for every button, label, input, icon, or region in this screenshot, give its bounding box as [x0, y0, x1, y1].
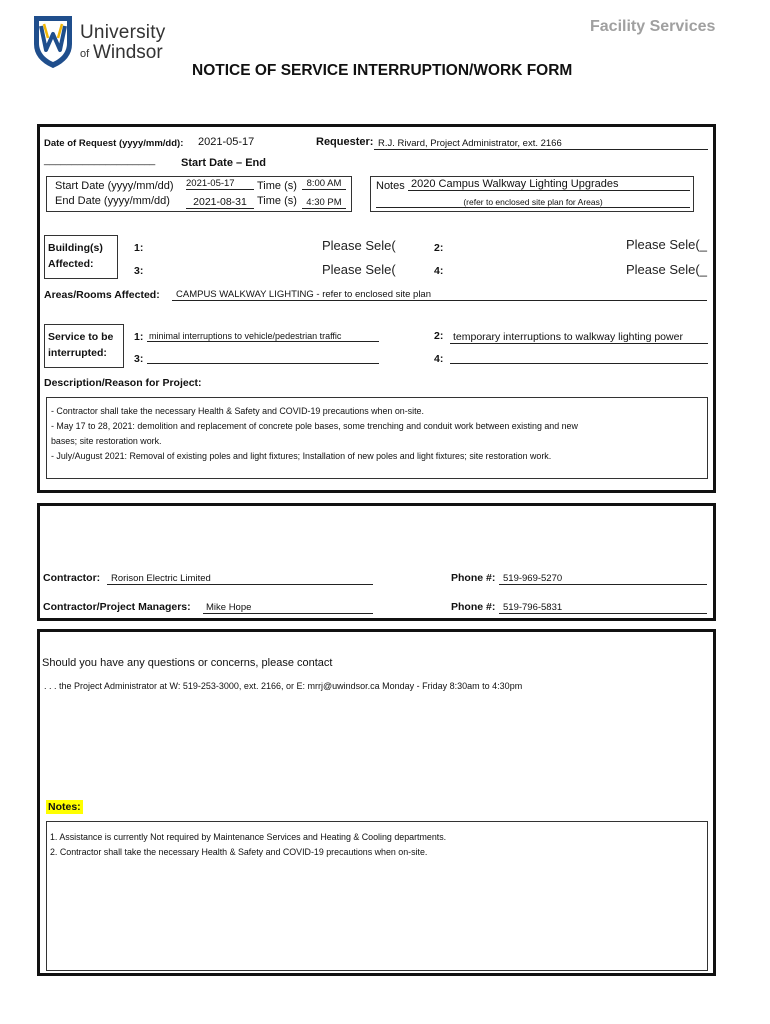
start-time-value[interactable]	[302, 178, 346, 190]
contact-line-2: . . . the Project Administrator at W: 519-253-3000, ext. 2166, or E: mrrj@uwindsor.ca Monday - Friday 8:30am to 4:30pm	[44, 681, 523, 691]
building-1-number: 1:	[134, 242, 144, 254]
start-end-title: Start Date – End	[181, 157, 266, 169]
buildings-label-2: Affected:	[48, 258, 94, 270]
service-4-number: 4:	[434, 353, 444, 365]
managers-value-text: Mike Hope	[206, 602, 252, 613]
contractor-label: Contractor:	[43, 572, 101, 584]
service-2-number: 2:	[434, 330, 444, 342]
phone-value-2-text: 519-796-5831	[503, 602, 563, 613]
department-name: Facility Services	[590, 18, 716, 35]
building-3-select[interactable]: Please Sele(	[322, 262, 396, 277]
phone-label-2: Phone #:	[451, 601, 496, 613]
description-line-3: bases; site restoration work.	[51, 436, 162, 446]
notes-label: Notes	[376, 180, 405, 192]
description-label: Description/Reason for Project:	[44, 377, 202, 389]
date-of-request-label: Date of Request (yyyy/mm/dd):	[44, 138, 184, 149]
notes-list-box[interactable]	[46, 821, 708, 971]
managers-value[interactable]	[203, 602, 373, 614]
buildings-label-1: Building(s)	[48, 242, 103, 254]
notes-value-text: 2020 Campus Walkway Lighting Upgrades	[411, 178, 619, 190]
requester-value[interactable]	[374, 138, 708, 150]
note-2: 2. Contractor shall take the necessary Health & Safety and COVID-19 precautions when on-site.	[50, 847, 428, 857]
service-2-value[interactable]	[450, 331, 708, 344]
notes-highlight-label: Notes:	[48, 801, 81, 813]
service-label-2: interrupted:	[48, 347, 107, 359]
managers-label: Contractor/Project Managers:	[43, 601, 191, 613]
areas-label: Areas/Rooms Affected:	[44, 289, 160, 301]
requester-value-text: R.J. Rivard, Project Administrator, ext. 2166	[378, 138, 562, 149]
service-1-value[interactable]	[147, 331, 379, 342]
date-of-request-value[interactable]: 2021-05-17	[198, 136, 255, 148]
phone-value-1-text: 519-969-5270	[503, 573, 563, 584]
notes-value[interactable]	[408, 178, 690, 191]
service-label-1: Service to be	[48, 331, 114, 343]
building-2-select[interactable]: Please Sele(_	[626, 237, 707, 252]
logo-text-windsor: Windsor	[93, 42, 163, 63]
building-3-number: 3:	[134, 265, 144, 277]
notes-value-2-text: (refer to enclosed site plan for Areas)	[463, 197, 603, 207]
service-1-text: minimal interruptions to vehicle/pedestrian traffic	[149, 331, 342, 341]
building-4-select[interactable]: Please Sele(_	[626, 262, 707, 277]
start-date-text: 2021-05-17	[186, 178, 235, 189]
service-1-number: 1:	[134, 331, 144, 343]
end-time-label: Time (s)	[257, 195, 297, 207]
logo-text-university: University	[80, 22, 166, 43]
phone-label-1: Phone #:	[451, 572, 496, 584]
service-2-text: temporary interruptions to walkway lighting power	[453, 331, 683, 343]
form-title: NOTICE OF SERVICE INTERRUPTION/WORK FORM	[192, 62, 573, 79]
notes-value-2[interactable]	[376, 197, 690, 208]
phone-value-1[interactable]	[499, 573, 707, 585]
service-4-value[interactable]	[450, 354, 708, 364]
phone-value-2[interactable]	[499, 602, 707, 614]
building-4-number: 4:	[434, 265, 444, 277]
areas-value[interactable]	[172, 289, 707, 301]
areas-value-text: CAMPUS WALKWAY LIGHTING - refer to enclosed site plan	[176, 289, 431, 300]
end-time-text: 4:30 PM	[306, 197, 342, 208]
blank-underline: ____________________	[44, 155, 156, 166]
note-1: 1. Assistance is currently Not required by Maintenance Services and Heating & Cooling departments.	[50, 832, 447, 842]
university-logo	[32, 14, 172, 70]
service-3-number: 3:	[134, 353, 144, 365]
shield-icon	[32, 14, 74, 68]
service-3-value[interactable]	[147, 354, 379, 364]
end-date-text: 2021-08-31	[193, 196, 247, 208]
contractor-value-text: Rorison Electric Limited	[111, 573, 211, 584]
start-date-label: Start Date (yyyy/mm/dd)	[55, 180, 174, 192]
start-date-value[interactable]	[186, 178, 254, 190]
building-2-number: 2:	[434, 242, 444, 254]
end-time-value[interactable]	[302, 197, 346, 209]
end-date-value[interactable]	[186, 196, 254, 209]
logo-text-of: of	[80, 48, 90, 60]
start-time-label: Time (s)	[257, 180, 297, 192]
description-line-1: - Contractor shall take the necessary Health & Safety and COVID-19 precautions when on-site.	[51, 406, 424, 416]
description-line-4: - July/August 2021: Removal of existing poles and light fixtures; Installation of new poles and light fixtures; site restoration work.	[51, 451, 552, 461]
end-date-label: End Date (yyyy/mm/dd)	[55, 195, 170, 207]
requester-label: Requester:	[316, 136, 374, 148]
building-1-select[interactable]: Please Sele(	[322, 238, 396, 253]
contractor-value[interactable]	[107, 573, 373, 585]
start-time-text: 8:00 AM	[306, 178, 342, 189]
contact-line-1: Should you have any questions or concerns, please contact	[42, 657, 333, 669]
description-line-2: - May 17 to 28, 2021: demolition and replacement of concrete pole bases, some trenching and conduit work between existing and new	[51, 421, 578, 431]
